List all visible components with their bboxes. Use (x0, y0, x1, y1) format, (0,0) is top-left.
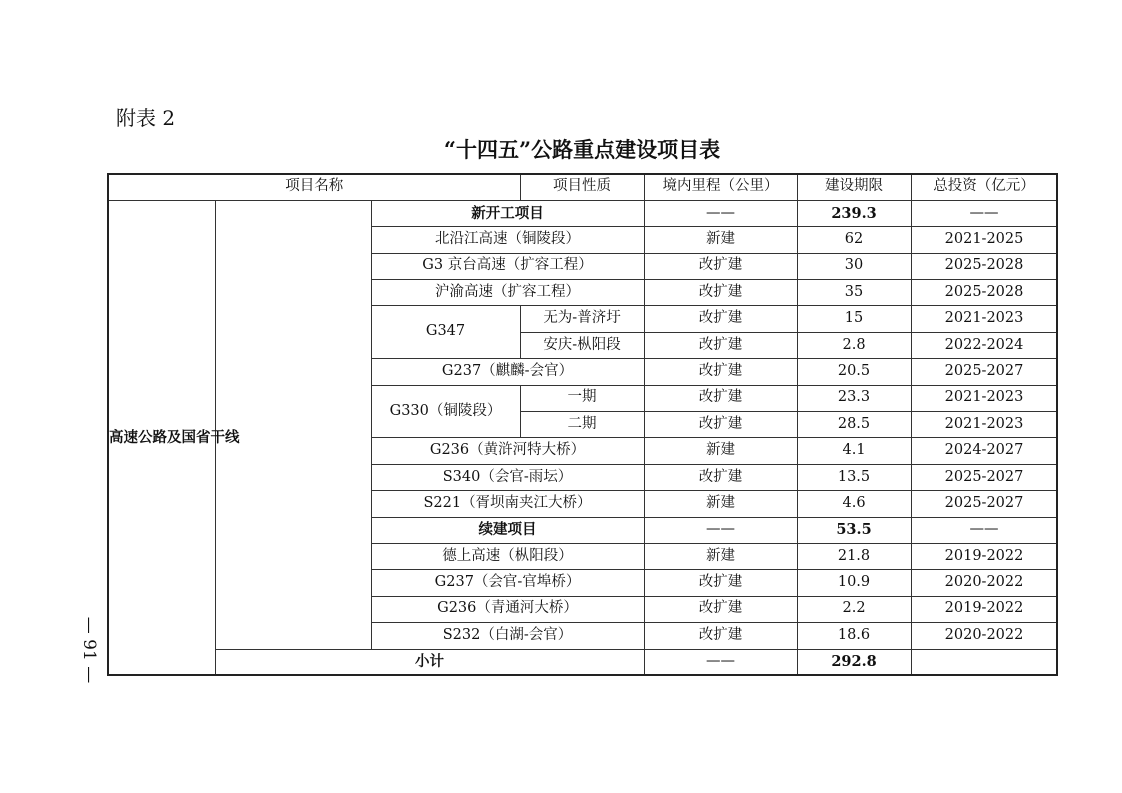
page-number (62, 616, 112, 684)
row-name: G236（黄浒河特大桥） (371, 438, 644, 464)
row-mileage: 30 (797, 253, 911, 279)
row-period: 2025-2028 (911, 280, 1057, 306)
row-name: 一期 (520, 385, 644, 411)
row-period: 2019-2022 (911, 596, 1057, 622)
row-period: 2020-2022 (911, 570, 1057, 596)
row-name: 无为-普济圩 (520, 306, 644, 332)
row-nature: 改扩建 (644, 596, 797, 622)
row-name: G236（青通河大桥） (371, 596, 644, 622)
row-period: 2020-2022 (911, 623, 1057, 649)
row-mileage: 2.8 (797, 332, 911, 358)
row-mileage: 4.1 (797, 438, 911, 464)
section-nature: —— (644, 517, 797, 543)
row-period: 2025-2027 (911, 491, 1057, 517)
subtotal-row (108, 649, 1057, 675)
subtotal-nature: —— (644, 649, 797, 675)
section-nature: —— (644, 200, 797, 226)
row-period: 2021-2023 (911, 385, 1057, 411)
row-nature: 改扩建 (644, 280, 797, 306)
row-period: 2021-2025 (911, 227, 1057, 253)
row-period: 2025-2027 (911, 359, 1057, 385)
subtotal-label: 小计 (215, 649, 644, 675)
header-investment: 总投资（亿元） (911, 174, 1057, 200)
row-nature: 改扩建 (644, 464, 797, 490)
row-mileage: 10.9 (797, 570, 911, 596)
page-title: “十四五”公路重点建设项目表 (443, 137, 721, 162)
row-mileage: 2.2 (797, 596, 911, 622)
section-label: 续建项目 (371, 517, 644, 543)
row-nature: 改扩建 (644, 359, 797, 385)
row-name: 沪渝高速（扩容工程） (371, 280, 644, 306)
row-nature: 改扩建 (644, 570, 797, 596)
row-period: 2022-2024 (911, 332, 1057, 358)
group-cell: 高速公路及国省干线 (108, 200, 215, 675)
row-name: G3 京台高速（扩容工程） (371, 253, 644, 279)
row-name: S232（白湖-会官） (371, 623, 644, 649)
row-mileage: 4.6 (797, 491, 911, 517)
row-name: 北沿江高速（铜陵段） (371, 227, 644, 253)
header-nature: 项目性质 (520, 174, 644, 200)
row-period: 2021-2023 (911, 306, 1057, 332)
row-period: 2025-2027 (911, 464, 1057, 490)
row-name: 二期 (520, 412, 644, 438)
row-name: S221（胥坝南夹江大桥） (371, 491, 644, 517)
row-mileage: 28.5 (797, 412, 911, 438)
row-name: 德上高速（枞阳段） (371, 543, 644, 569)
section-period: —— (911, 200, 1057, 226)
row-period: 2025-2028 (911, 253, 1057, 279)
row-period: 2019-2022 (911, 543, 1057, 569)
row-mileage: 23.3 (797, 385, 911, 411)
row-group: G347 (371, 306, 520, 359)
row-mileage: 13.5 (797, 464, 911, 490)
header-row (108, 174, 1057, 200)
row-nature: 新建 (644, 491, 797, 517)
spacer-cell (215, 200, 371, 649)
row-nature: 改扩建 (644, 412, 797, 438)
row-period: 2024-2027 (911, 438, 1057, 464)
row-nature: 新建 (644, 227, 797, 253)
row-mileage: 18.6 (797, 623, 911, 649)
row-name: S340（会官-雨坛） (371, 464, 644, 490)
section-period: —— (911, 517, 1057, 543)
row-nature: 新建 (644, 543, 797, 569)
row-nature: 改扩建 (644, 623, 797, 649)
row-name: G237（会官-官埠桥） (371, 570, 644, 596)
subtotal-period (911, 649, 1057, 675)
subtotal-mileage: 292.8 (797, 649, 911, 675)
row-nature: 改扩建 (644, 385, 797, 411)
row-nature: 改扩建 (644, 253, 797, 279)
row-nature: 改扩建 (644, 306, 797, 332)
section-row-new (108, 200, 1057, 226)
section-mileage: 53.5 (797, 517, 911, 543)
row-mileage: 35 (797, 280, 911, 306)
row-group: G330（铜陵段） (371, 385, 520, 438)
page-number-text: — 91 — (79, 616, 100, 684)
projects-table (107, 173, 1058, 676)
appendix-label: 附表 2 (116, 106, 176, 130)
row-mileage: 20.5 (797, 359, 911, 385)
row-nature: 新建 (644, 438, 797, 464)
header-period: 建设期限 (797, 174, 911, 200)
row-mileage: 15 (797, 306, 911, 332)
row-nature: 改扩建 (644, 332, 797, 358)
header-name: 项目名称 (108, 174, 520, 200)
row-period: 2021-2023 (911, 412, 1057, 438)
row-name: G237（麒麟-会官） (371, 359, 644, 385)
section-label: 新开工项目 (371, 200, 644, 226)
row-name: 安庆-枞阳段 (520, 332, 644, 358)
header-mileage: 境内里程（公里） (644, 174, 797, 200)
section-mileage: 239.3 (797, 200, 911, 226)
row-mileage: 62 (797, 227, 911, 253)
row-mileage: 21.8 (797, 543, 911, 569)
